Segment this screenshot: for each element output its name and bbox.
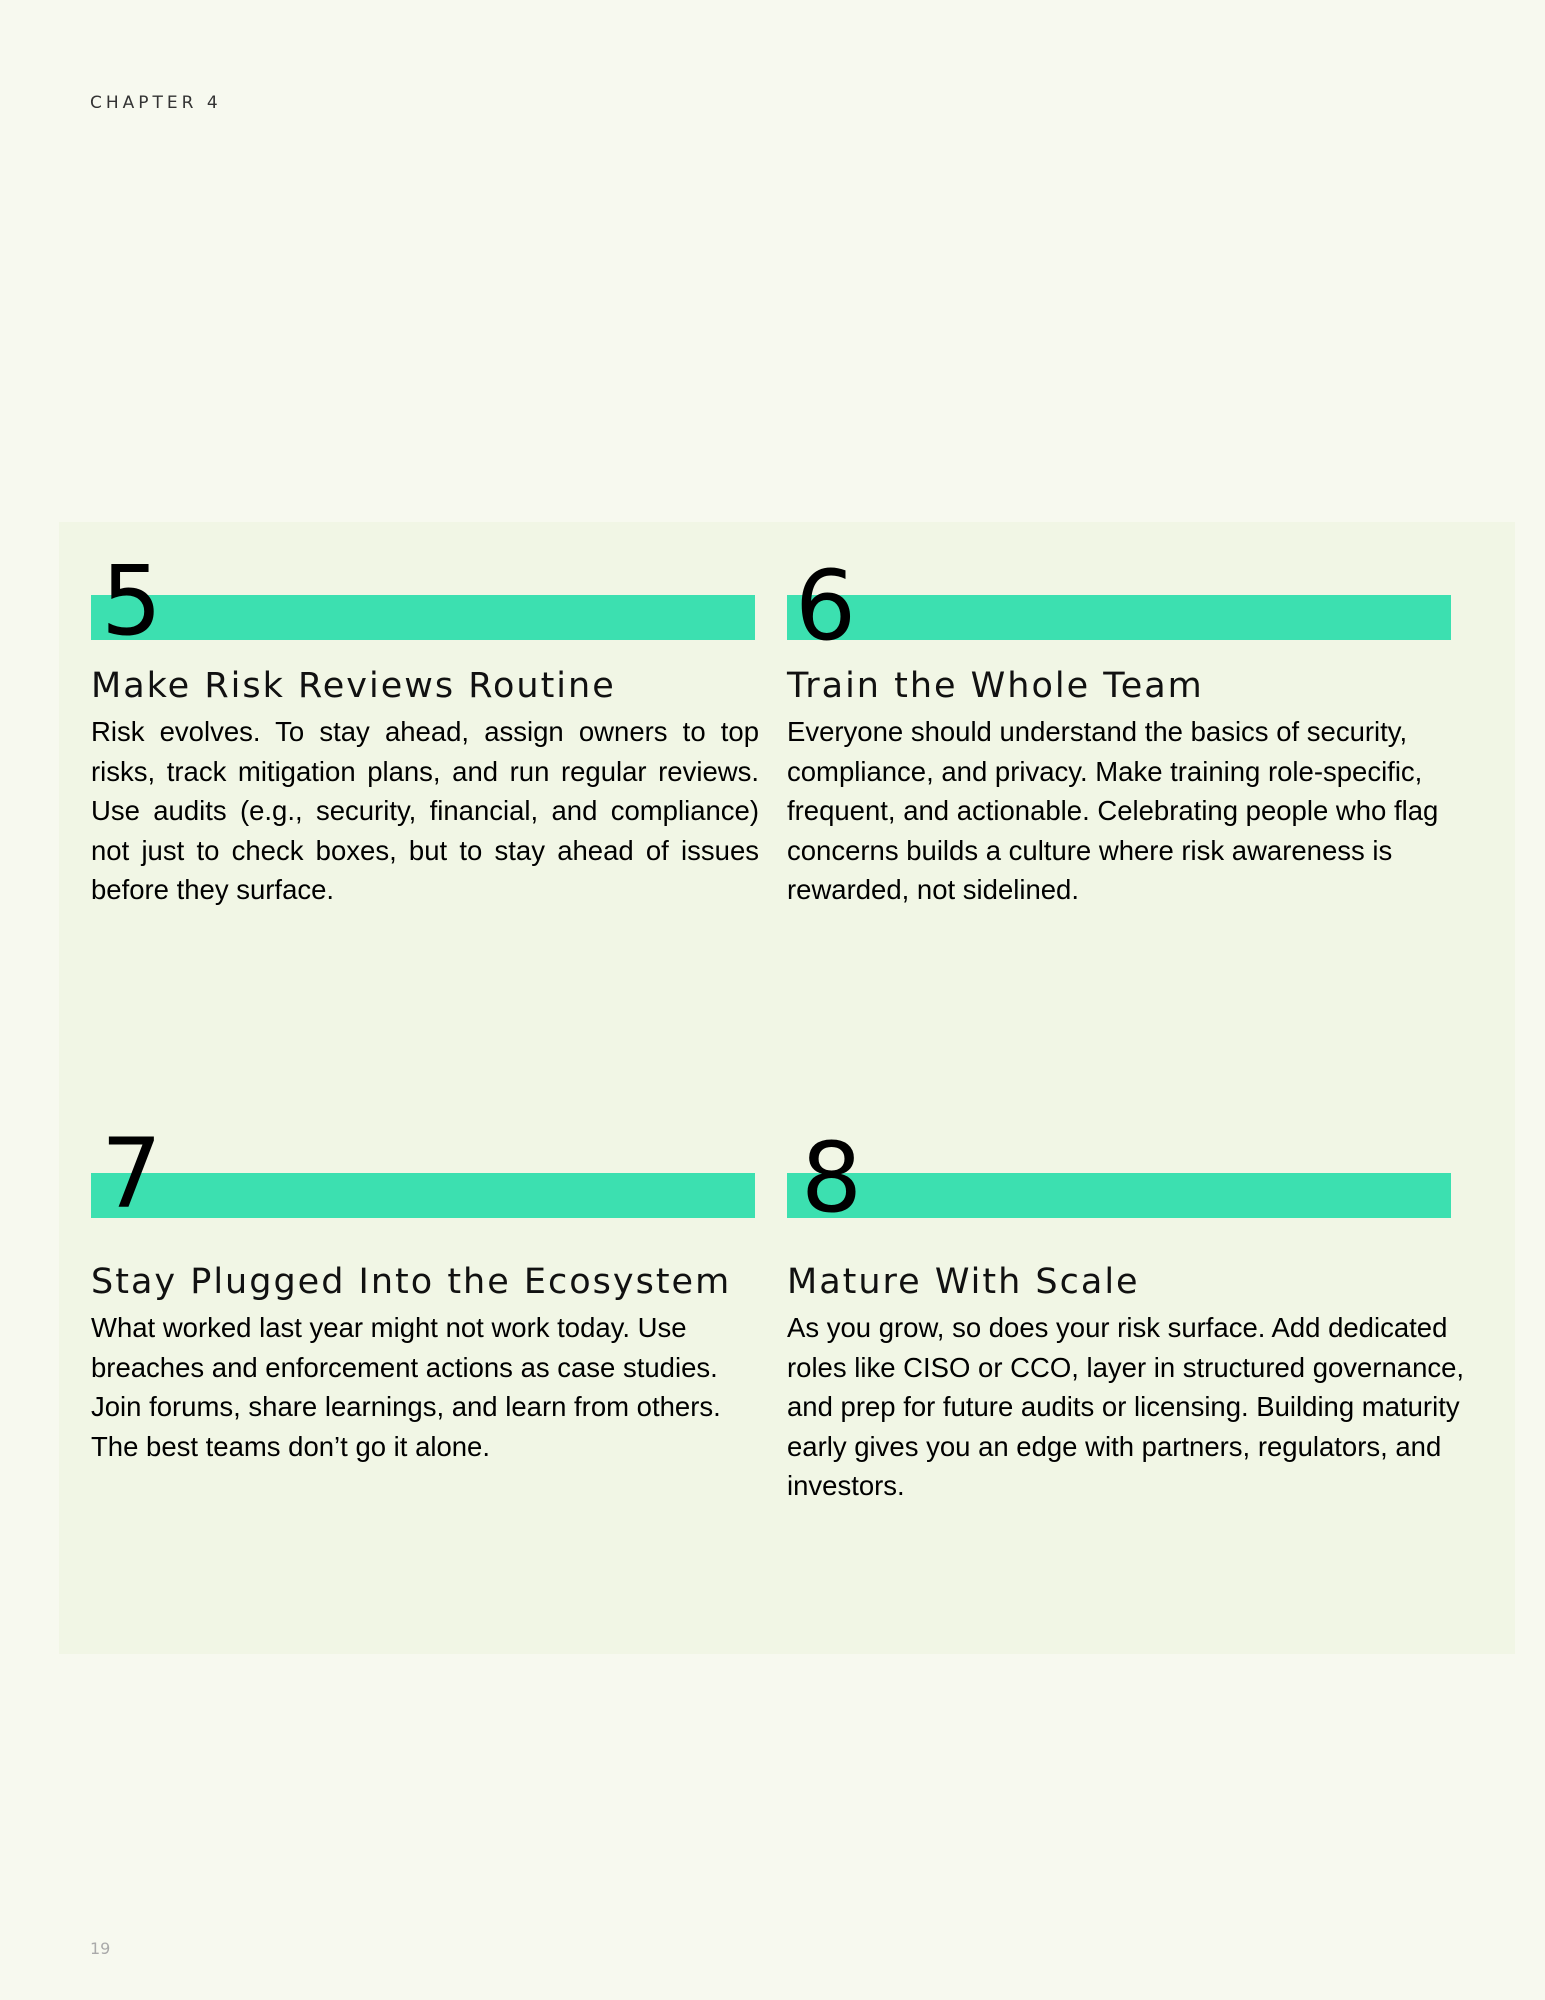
- step-body: What worked last year might not work today. Use breaches and enforcement actions as case studies. Join forums, share learnings, and learn from others. The best teams don’t go it alone.: [91, 1312, 721, 1462]
- step-number: 8: [801, 1122, 863, 1234]
- accent-bar: [787, 1173, 1451, 1218]
- step-title: Stay Plugged Into the Ecosystem: [91, 1262, 732, 1302]
- step-title: Make Risk Reviews Routine: [91, 666, 616, 706]
- step-number: 5: [101, 545, 163, 657]
- accent-bar: [787, 595, 1451, 640]
- step-number: 6: [795, 550, 857, 662]
- page-number: 19: [90, 1939, 111, 1958]
- step-title: Mature With Scale: [787, 1262, 1140, 1302]
- step-title: Train the Whole Team: [787, 666, 1204, 706]
- step-body: Everyone should understand the basics of security, compliance, and privacy. Make training role-specific, frequent, and actionable. Celebrating people who flag concerns builds a culture where risk awareness is rewarded, not sidelined.: [787, 716, 1439, 906]
- chapter-label: CHAPTER 4: [90, 93, 222, 113]
- step-number: 7: [101, 1118, 163, 1230]
- accent-bar: [91, 595, 755, 640]
- accent-bar: [91, 1173, 755, 1218]
- steps-panel: [59, 522, 1515, 1654]
- step-body: As you grow, so does your risk surface. Add dedicated roles like CISO or CCO, layer in structured governance, and prep for future audits or licensing. Building maturity early gives you an edge with partners, regulators, and investors.: [787, 1312, 1465, 1502]
- step-body: Risk evolves. To stay ahead, assign owners to top risks, track mitigation plans, and run regular reviews. Use audits (e.g., security, financial, and compliance) not just to check boxes, but to stay ahead of issues before they surface.: [91, 716, 759, 906]
